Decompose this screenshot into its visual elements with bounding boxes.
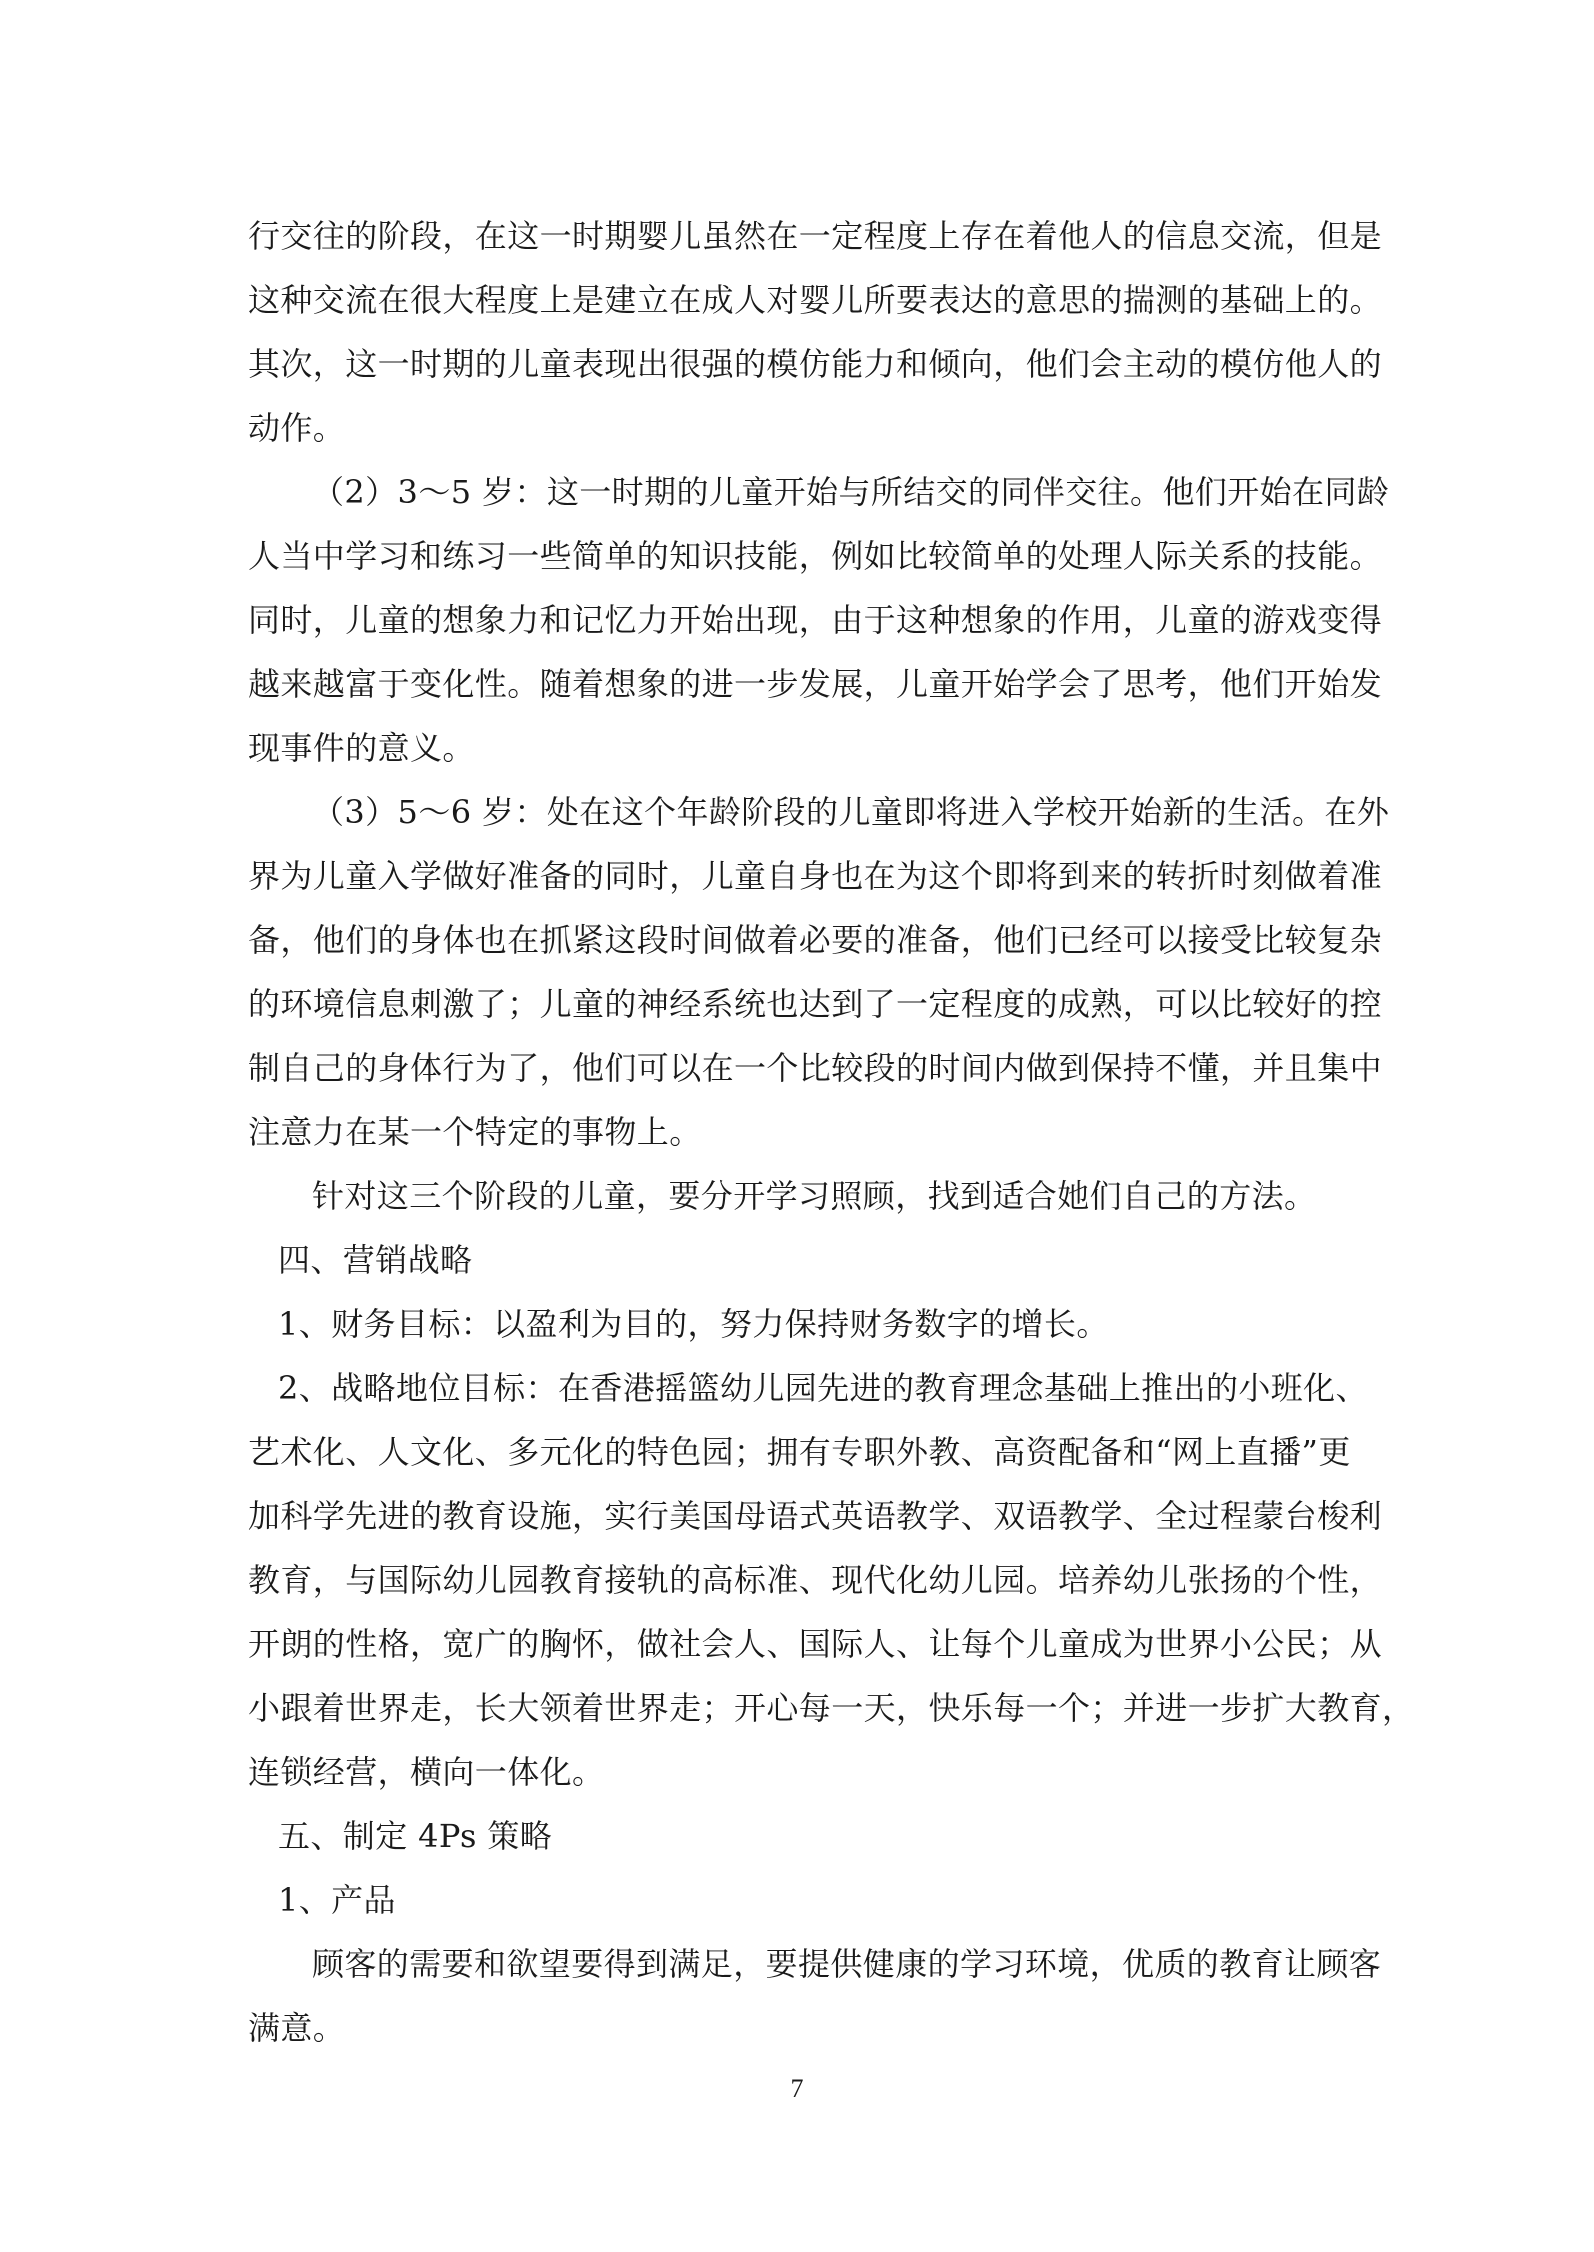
text-line: 小跟着世界走，长大领着世界走；开心每一天，快乐每一个；并进一步扩大教育， <box>248 1689 1415 1727</box>
subsection-heading: 1、产品 <box>278 1881 396 1919</box>
section-heading: 四、营销战略 <box>278 1241 473 1279</box>
body-text <box>248 204 1415 2060</box>
text-line: 这种交流在很大程度上是建立在成人对婴儿所要表达的意思的揣测的基础上的。 <box>248 281 1383 319</box>
text-line: 动作。 <box>248 409 346 447</box>
paragraph-start-line: 针对这三个阶段的儿童，要分开学习照顾，找到适合她们自己的方法。 <box>312 1177 1317 1215</box>
text-line: 界为儿童入学做好准备的同时，儿童自身也在为这个即将到来的转折时刻做着准 <box>248 857 1383 895</box>
section-heading: 五、制定 4Ps 策略 <box>278 1817 553 1855</box>
paragraph-start-line: （3）5～6 岁：处在这个年龄阶段的儿童即将进入学校开始新的生活。在外 <box>312 793 1390 831</box>
text-line: 人当中学习和练习一些简单的知识技能，例如比较简单的处理人际关系的技能。 <box>248 537 1383 575</box>
paragraph-start-line: 顾客的需要和欲望要得到满足，要提供健康的学习环境，优质的教育让顾客 <box>312 1945 1382 1983</box>
text-line: 制自己的身体行为了，他们可以在一个比较段的时间内做到保持不懂，并且集中 <box>248 1049 1383 1087</box>
text-line: 注意力在某一个特定的事物上。 <box>248 1113 702 1151</box>
text-line: 教育，与国际幼儿园教育接轨的高标准、现代化幼儿园。培养幼儿张扬的个性， <box>248 1561 1383 1599</box>
text-line: 艺术化、人文化、多元化的特色园；拥有专职外教、高资配备和“网上直播”更 <box>248 1433 1351 1471</box>
text-line: 行交往的阶段，在这一时期婴儿虽然在一定程度上存在着他人的信息交流，但是 <box>248 217 1383 255</box>
page-number: 7 <box>790 2074 804 2103</box>
text-line: 满意。 <box>248 2009 346 2047</box>
text-line: 现事件的意义。 <box>248 729 475 767</box>
text-line: 备，他们的身体也在抓紧这段时间做着必要的准备，他们已经可以接受比较复杂 <box>248 921 1383 959</box>
text-line: 连锁经营，横向一体化。 <box>248 1753 605 1791</box>
list-item: 2、战略地位目标：在香港摇篮幼儿园先进的教育理念基础上推出的小班化、 <box>278 1369 1368 1407</box>
list-item: 1、财务目标：以盈利为目的，努力保持财务数字的增长。 <box>278 1305 1109 1343</box>
text-line: 越来越富于变化性。随着想象的进一步发展，儿童开始学会了思考，他们开始发 <box>248 665 1383 703</box>
text-line: 加科学先进的教育设施，实行美国母语式英语教学、双语教学、全过程蒙台梭利 <box>248 1497 1383 1535</box>
text-line: 开朗的性格，宽广的胸怀，做社会人、国际人、让每个儿童成为世界小公民；从 <box>248 1625 1383 1663</box>
text-line: 同时，儿童的想象力和记忆力开始出现，由于这种想象的作用，儿童的游戏变得 <box>248 601 1383 639</box>
text-line: 的环境信息刺激了；儿童的神经系统也达到了一定程度的成熟，可以比较好的控 <box>248 985 1383 1023</box>
paragraph-start-line: （2）3～5 岁：这一时期的儿童开始与所结交的同伴交往。他们开始在同龄 <box>312 473 1390 511</box>
text-line: 其次，这一时期的儿童表现出很强的模仿能力和倾向，他们会主动的模仿他人的 <box>248 345 1383 383</box>
